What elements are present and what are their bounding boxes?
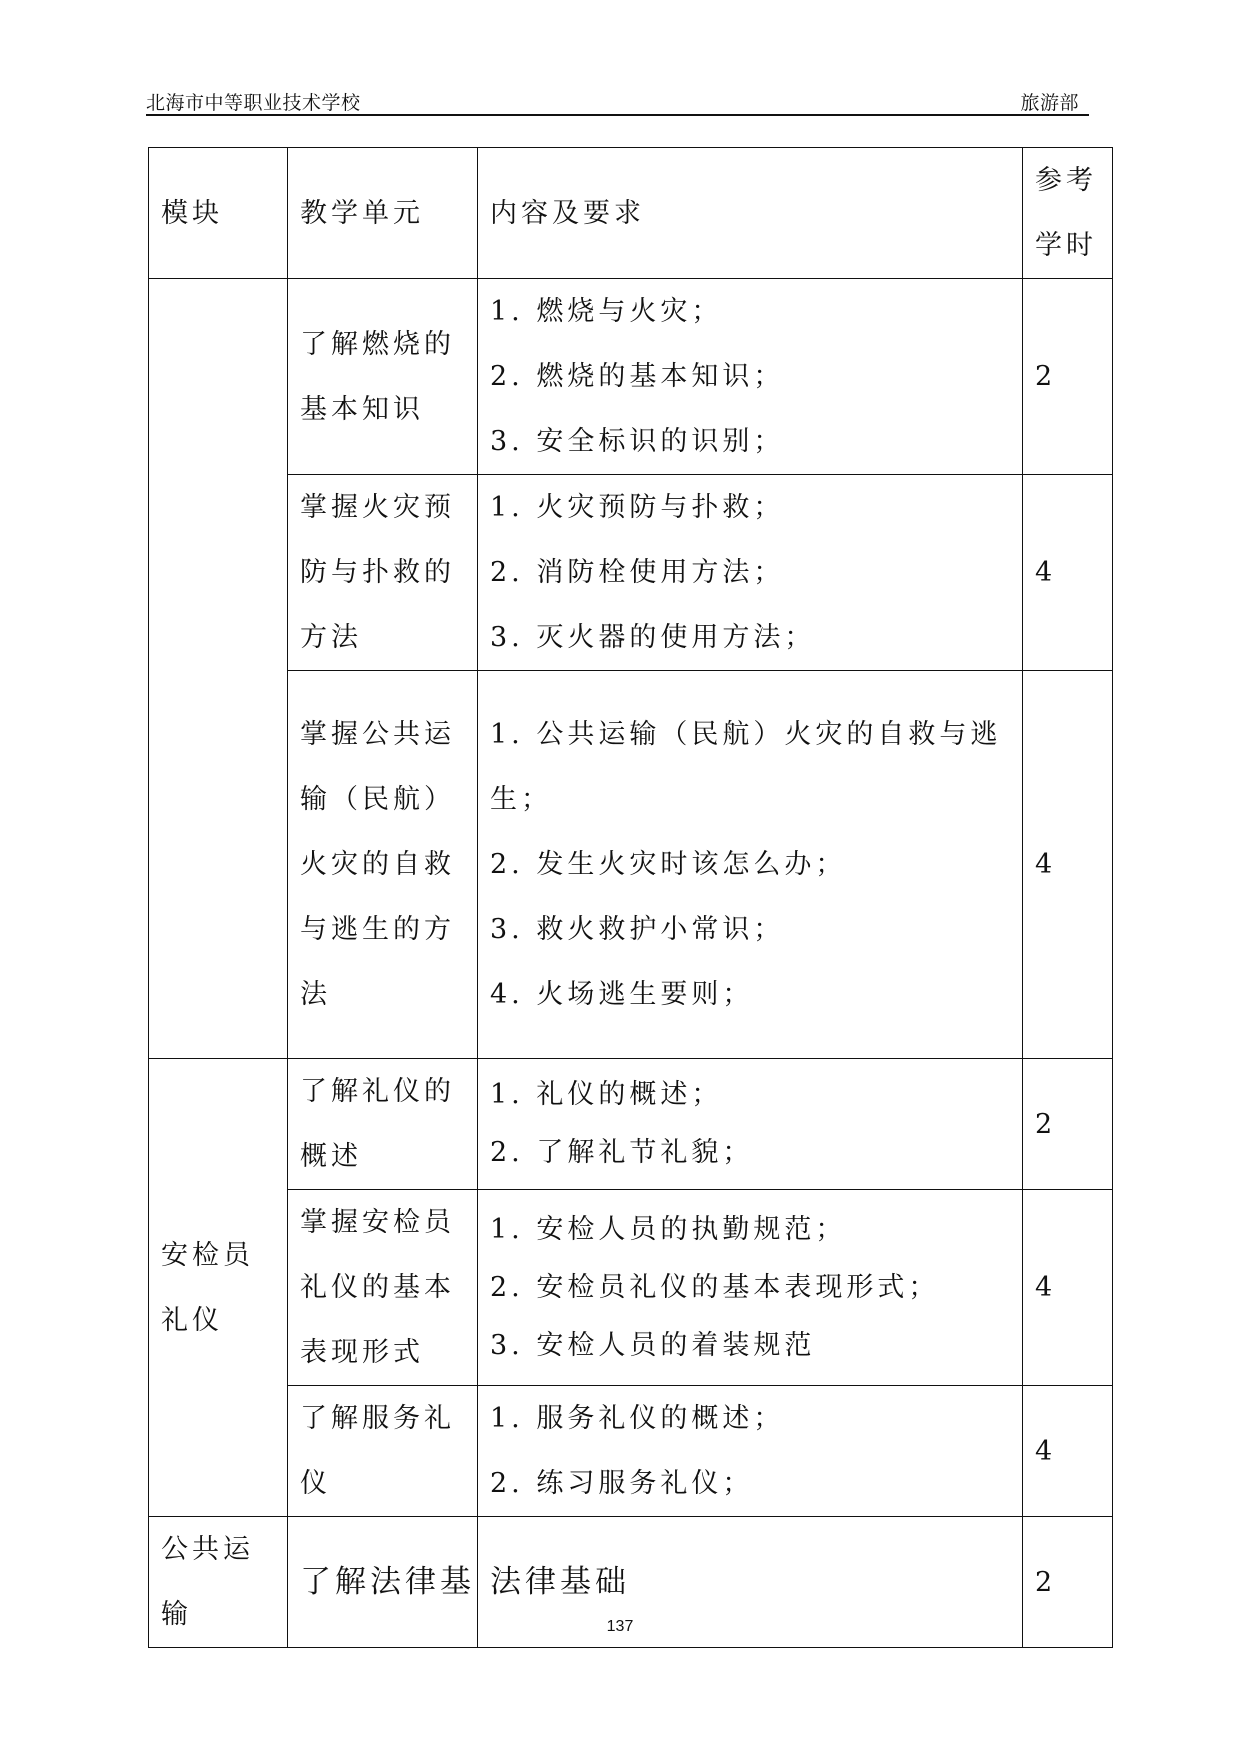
hours-value: 4: [1035, 1435, 1053, 1467]
content-item: 1. 服务礼仪的概述；: [490, 1403, 785, 1434]
hours-cell: [1023, 1190, 1113, 1386]
hours-value: 4: [1035, 1272, 1053, 1303]
content-item: 3. 安检人员的着装规范: [490, 1329, 816, 1361]
curriculum-table: [148, 147, 1113, 1648]
content-cell: [478, 279, 1023, 475]
unit-cell: 了解礼仪的概述: [288, 1059, 478, 1190]
table-row: [149, 671, 1113, 1059]
content-item: 2. 消防栓使用方法；: [490, 557, 785, 588]
content-cell: [478, 1059, 1023, 1190]
content-cell: [478, 1190, 1023, 1386]
curriculum-table-wrapper: [148, 147, 1112, 1648]
content-item: 1. 公共运输（民航）火灾的自救与逃生；: [490, 719, 1002, 815]
content-item: 1. 礼仪的概述；: [490, 1079, 723, 1110]
content-item: 4. 火场逃生要则；: [490, 979, 754, 1010]
table-row: [149, 475, 1113, 671]
module-cell: 公共运输: [149, 1517, 288, 1648]
hours-cell: [1023, 1386, 1113, 1517]
module-cell: 安检员礼仪: [149, 1059, 288, 1517]
content-item: 2. 发生火灾时该怎么办；: [490, 849, 847, 880]
table-row: [149, 279, 1113, 475]
school-name: 北海市中等职业技术学校: [146, 92, 361, 114]
header-hours: 参考学时: [1023, 148, 1113, 279]
hours-value: 2: [1035, 361, 1053, 392]
hours-cell: [1023, 671, 1113, 1059]
header-module: 模块: [149, 148, 288, 279]
content-item: 1. 火灾预防与扑救；: [490, 492, 785, 523]
table-row: [149, 1190, 1113, 1386]
department-name: 旅游部: [1020, 92, 1079, 114]
hours-cell: [1023, 1059, 1113, 1190]
content-cell: [478, 475, 1023, 671]
unit-cell: 了解燃烧的基本知识: [288, 279, 478, 475]
unit-cell: 掌握火灾预防与扑救的方法: [288, 475, 478, 671]
content-item: 2. 了解礼节礼貌；: [490, 1137, 754, 1168]
content-item: 1. 安检人员的执勤规范；: [490, 1213, 847, 1245]
hours-value: 4: [1035, 557, 1053, 588]
page-number: 137: [606, 1618, 634, 1635]
hours-value: 2: [1035, 1108, 1053, 1140]
content-item: 法律基础: [490, 1563, 630, 1600]
header-content: 内容及要求: [478, 148, 1023, 279]
content-item: 2. 练习服务礼仪；: [490, 1468, 754, 1499]
content-item: 1. 燃烧与火灾；: [490, 296, 723, 327]
hours-cell: [1023, 475, 1113, 671]
unit-cell: 掌握公共运输（民航）火灾的自救与逃生的方法: [288, 671, 478, 1059]
content-item: 2. 燃烧的基本知识；: [490, 361, 785, 392]
hours-value: 2: [1035, 1566, 1053, 1598]
content-item: 3. 救火救护小常识；: [490, 914, 785, 945]
table-row: [149, 1059, 1113, 1190]
page-header: [146, 82, 1089, 116]
table-header-row: [149, 148, 1113, 279]
hours-cell: [1023, 279, 1113, 475]
unit-cell: 了解法律基: [288, 1517, 478, 1648]
content-item: 3. 灭火器的使用方法；: [490, 622, 816, 653]
unit-cell: 掌握安检员礼仪的基本表现形式: [288, 1190, 478, 1386]
unit-cell: 了解服务礼仪: [288, 1386, 478, 1517]
header-unit: 教学单元: [288, 148, 478, 279]
content-item: 3. 安全标识的识别；: [490, 426, 785, 457]
hours-value: 4: [1035, 849, 1053, 880]
content-cell: [478, 671, 1023, 1059]
content-cell: [478, 1386, 1023, 1517]
table-row: [149, 1386, 1113, 1517]
content-item: 2. 安检员礼仪的基本表现形式；: [490, 1271, 940, 1303]
module-cell-empty: [149, 279, 288, 1059]
